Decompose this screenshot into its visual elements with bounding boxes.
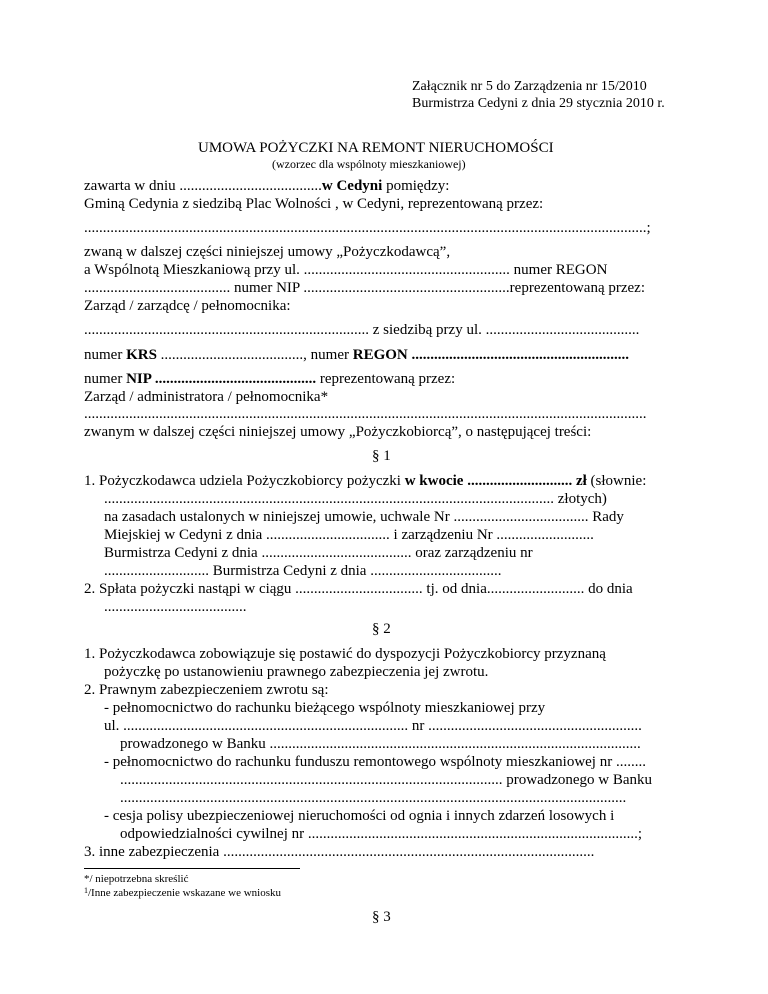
s2-bullet-1b: ul. ............................................................................ nr ......................................................... bbox=[104, 718, 642, 734]
intro-line-1 bbox=[84, 179, 449, 194]
section-1-heading: § 1 bbox=[372, 448, 391, 464]
intro-line-8: ............................................................................ z siedzibą przy ul. ......................................... bbox=[84, 322, 640, 338]
header-line-1: Załącznik nr 5 do Zarządzenia nr 15/2010 bbox=[412, 79, 647, 94]
s1-line-6: ............................ Burmistrza Cedyni z dnia ................................... bbox=[104, 563, 502, 579]
krs-dots: ......................................, numer bbox=[156, 347, 353, 363]
s2-bullet-2a: - pełnomocnictwo do rachunku funduszu remontowego wspólnoty mieszkaniowej nr ........ bbox=[104, 754, 646, 770]
s2-line-3: 2. Prawnym zabezpieczeniem zwrotu są: bbox=[84, 682, 329, 698]
s2-line-inne: 3. inne zabezpieczenia ................................................................................................... bbox=[84, 844, 595, 860]
footnote-separator bbox=[84, 868, 300, 869]
s2-line-2: pożyczkę po ustanowieniu prawnego zabezpieczenia jej zwrotu. bbox=[104, 664, 489, 680]
s1-amount: w kwocie ............................ zł bbox=[404, 473, 587, 489]
section-3-heading: § 3 bbox=[372, 909, 391, 925]
regon-label: REGON .......................................................... bbox=[352, 347, 630, 363]
s1-line-4: Miejskiej w Cedyni z dnia ................................. i zarządzeniu Nr .......................... bbox=[104, 527, 594, 543]
intro-line-12: ...................................................................................................................................................... bbox=[84, 406, 647, 422]
s2-bullet-2c: ....................................................................................................................................... bbox=[120, 790, 627, 806]
krs-label: KRS bbox=[126, 347, 157, 363]
s1-line-5: Burmistrza Cedyni z dnia ........................................ oraz zarządzeniu nr bbox=[104, 545, 533, 561]
nip-prefix: numer bbox=[84, 371, 127, 387]
intro-place: w Cedyni bbox=[321, 178, 383, 194]
intro-line-7: Zarząd / zarządcę / pełnomocnika: bbox=[84, 298, 291, 314]
intro-line-6: ....................................... numer NIP .......................................................reprezentowaną przez: bbox=[84, 280, 646, 296]
intro-line-13: zwanym w dalszej części niniejszej umowy „Pożyczkobiorcą”, o następującej treści: bbox=[84, 424, 592, 440]
s2-bullet-1a: - pełnomocnictwo do rachunku bieżącego wspólnoty mieszkaniowej przy bbox=[104, 700, 546, 716]
s2-bullet-3b: odpowiedzialności cywilnej nr ........................................................................................; bbox=[120, 826, 643, 842]
s1-words: (słownie: bbox=[586, 473, 647, 489]
document-subtitle: (wzorzec dla wspólnoty mieszkaniowej) bbox=[272, 157, 466, 171]
s2-line-1: 1. Pożyczkodawca zobowiązuje się postawić do dyspozycji Pożyczkobiorcy przyznaną bbox=[84, 646, 606, 662]
s1-line-7: 2. Spłata pożyczki nastąpi w ciągu .................................. tj. od dnia.......................... do dnia bbox=[84, 581, 633, 597]
s1-line-2: ........................................................................................................................ złotych) bbox=[104, 491, 607, 507]
intro-date-text: zawarta w dniu ...................................... bbox=[84, 178, 322, 194]
intro-between: pomiędzy: bbox=[382, 178, 450, 194]
intro-line-4: zwaną w dalszej części niniejszej umowy „Pożyczkodawcą”, bbox=[84, 244, 451, 260]
intro-line-5: a Wspólnotą Mieszkaniową przy ul. ....................................................... numer REGON bbox=[84, 262, 608, 278]
header-line-2: Burmistrza Cedyni z dnia 29 stycznia 2010 r. bbox=[412, 96, 665, 111]
intro-line-9 bbox=[84, 348, 629, 363]
intro-line-2: Gminą Cedynia z siedzibą Plac Wolności , w Cedyni, reprezentowaną przez: bbox=[84, 196, 544, 212]
intro-line-3: ......................................................................................................................................................; bbox=[84, 220, 651, 236]
document-title: UMOWA POŻYCZKI NA REMONT NIERUCHOMOŚCI bbox=[198, 140, 554, 156]
krs-prefix: numer bbox=[84, 347, 127, 363]
section-2-heading: § 2 bbox=[372, 621, 391, 637]
s1-line-1 bbox=[84, 474, 646, 489]
intro-line-11: Zarząd / administratora / pełnomocnika* bbox=[84, 389, 329, 405]
s1-line-8: ...................................... bbox=[104, 599, 247, 615]
footnote-1: */ niepotrzebna skreślić bbox=[84, 873, 189, 885]
nip-label: NIP ........................................... bbox=[126, 371, 317, 387]
s1-loan-text: 1. Pożyczkodawca udziela Pożyczkobiorcy pożyczki bbox=[84, 473, 405, 489]
footnote-2 bbox=[84, 888, 281, 899]
footnote-2-marker: 1 bbox=[84, 886, 88, 895]
s2-bullet-3a: - cesja polisy ubezpieczeniowej nieruchomości od ognia i innych zdarzeń losowych i bbox=[104, 808, 615, 824]
footnote-2-text: /Inne zabezpieczenie wskazane we wniosku bbox=[88, 887, 282, 899]
nip-represented: reprezentowaną przez: bbox=[316, 371, 456, 387]
s2-bullet-1c: prowadzonego w Banku ................................................................................................... bbox=[120, 736, 641, 752]
s2-bullet-2b: ...................................................................................................... prowadzonego w Banku bbox=[120, 772, 653, 788]
s1-line-3: na zasadach ustalonych w niniejszej umowie, uchwale Nr .................................... Rady bbox=[104, 509, 624, 525]
intro-line-10 bbox=[84, 372, 455, 387]
